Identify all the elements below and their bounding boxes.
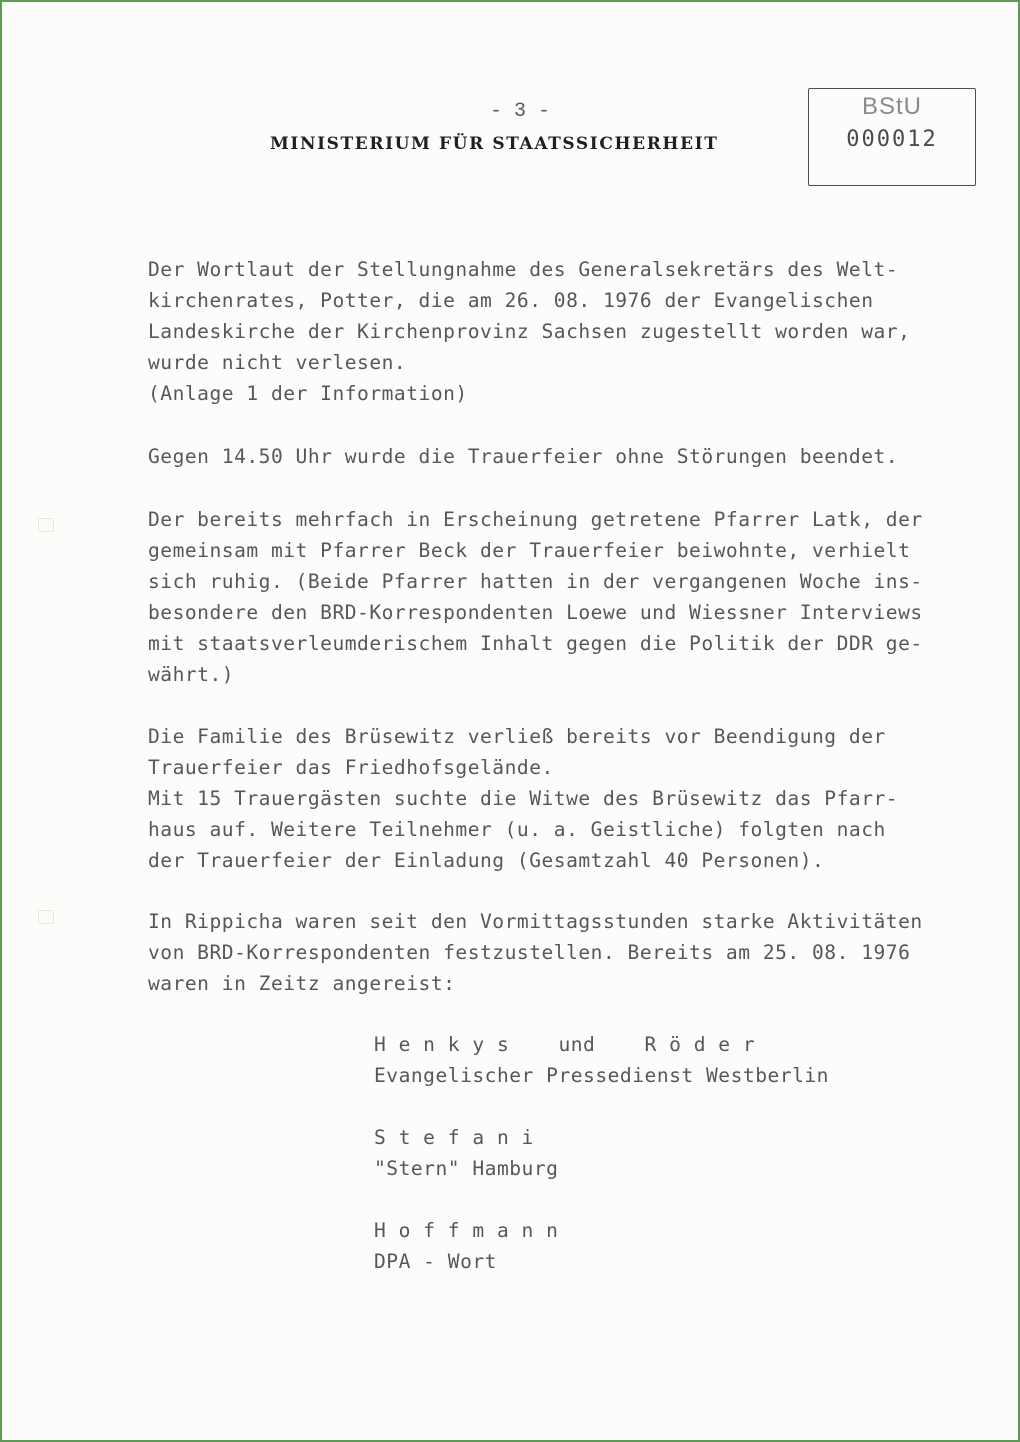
text-line: Landeskirche der Kirchenprovinz Sachsen zugestellt worden war,: [148, 320, 911, 343]
text-line: der Trauerfeier der Einladung (Gesamtzahl 40 Personen).: [148, 849, 825, 872]
text-line: sich ruhig. (Beide Pfarrer hatten in der vergangenen Woche ins-: [148, 570, 923, 593]
journalist-names: H o f f m a n n: [374, 1219, 559, 1242]
paragraph-pastors: [148, 504, 923, 690]
text-line: mit staatsverleumderischem Inhalt gegen die Politik der DDR ge-: [148, 632, 923, 655]
text-line: besondere den BRD-Korrespondenten Loewe und Wiessner Interviews: [148, 601, 923, 624]
journalist-names: H e n k y s und R ö d e r: [374, 1033, 756, 1056]
stamp-label: BStU: [861, 93, 922, 120]
paragraph-end-of-ceremony: [148, 441, 898, 472]
text-line: Die Familie des Brüsewitz verließ bereits vor Beendigung der: [148, 725, 886, 748]
text-line: von BRD-Korrespondenten festzustellen. Bereits am 25. 08. 1976: [148, 941, 911, 964]
text-line: Der bereits mehrfach in Erscheinung getretene Pfarrer Latk, der: [148, 508, 923, 531]
text-line: waren in Zeitz angereist:: [148, 972, 456, 995]
text-line: Der Wortlaut der Stellungnahme des Generalsekretärs des Welt-: [148, 258, 899, 281]
text-line: In Rippicha waren seit den Vormittagsstunden starke Aktivitäten: [148, 910, 923, 933]
journalist-entry: [374, 1215, 558, 1277]
stamp-number: 000012: [846, 127, 938, 152]
paragraph-statement: [148, 254, 910, 409]
archive-stamp: [808, 88, 976, 186]
paragraph-correspondents: [148, 906, 923, 999]
journalist-entry: [374, 1029, 829, 1091]
journalist-outlet: Evangelischer Pressedienst Westberlin: [374, 1064, 829, 1087]
journalist-outlet: DPA - Wort: [374, 1250, 497, 1273]
paragraph-family: [148, 721, 898, 876]
text-line: Gegen 14.50 Uhr wurde die Trauerfeier ohne Störungen beendet.: [148, 445, 899, 468]
journalist-outlet: "Stern" Hamburg: [374, 1157, 559, 1180]
text-line: Trauerfeier das Friedhofsgelände.: [148, 756, 554, 779]
binding-mark: [38, 910, 54, 924]
text-line: wurde nicht verlesen.: [148, 351, 407, 374]
text-line: haus auf. Weitere Teilnehmer (u. a. Geistliche) folgten nach: [148, 818, 886, 841]
journalist-names: S t e f a n i: [374, 1126, 534, 1149]
text-line: währt.): [148, 663, 235, 686]
text-line: gemeinsam mit Pfarrer Beck der Trauerfeier beiwohnte, verhielt: [148, 539, 911, 562]
text-line: Mit 15 Trauergästen suchte die Witwe des Brüsewitz das Pfarr-: [148, 787, 899, 810]
journalist-entry: [374, 1122, 558, 1184]
text-line: (Anlage 1 der Information): [148, 382, 468, 405]
page-number: - 3 -: [490, 100, 551, 123]
binding-mark: [38, 518, 54, 532]
ministry-heading: MINISTERIUM FÜR STAATSSICHERHEIT: [270, 134, 719, 154]
text-line: kirchenrates, Potter, die am 26. 08. 1976 der Evangelischen: [148, 289, 874, 312]
